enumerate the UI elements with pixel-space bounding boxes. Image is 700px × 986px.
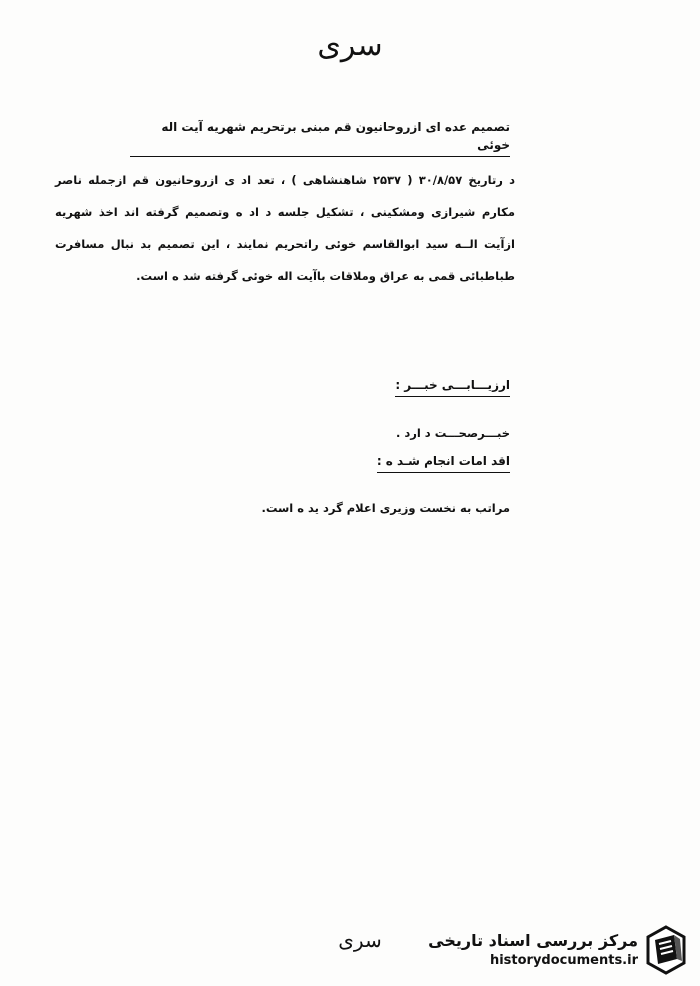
document-body: د رتاریخ ۳۰/۸/۵۷ ( ۲۵۳۷ شاهنشاهی ) ، تعد اد ی ازروحانیون قم ازجمله ناصر مکارم شیرازی ومشکینی ، تشکیل جلسه د اد ه وتصمیم گرفته اند اخذ شهریه ازآیت الــه سید ابوالقاسم خوئی راتحریم نمایند ، این تصمیم بد نبال مسافرت طباطبائی قمی به عراق وملاقات باآیت اله خوئی گرفته شد ه است. [55, 173, 515, 283]
actions-label: اقد امات انجام شـد ه : [377, 452, 510, 473]
watermark-text-block [428, 930, 638, 970]
document-title: تصمیم عده ای ازروحانیون قم مبنی برتحریم شهریه آیت اله خوئی [130, 118, 510, 157]
actions-text: مراتب به نخست وزیری اعلام گرد ید ه است. [261, 501, 510, 515]
evaluation-label: ارزیـــابـــی خبـــر : [395, 376, 510, 397]
watermark [428, 925, 688, 975]
evaluation-text: خبـــرصحـــت د ارد . [395, 426, 510, 440]
classification-footer: سری [338, 928, 382, 952]
watermark-url: historydocuments.ir [489, 953, 638, 968]
classification-header: سری [317, 28, 383, 63]
archive-logo-icon [644, 925, 688, 975]
watermark-name: مرکز بررسی اسناد تاریخی [428, 931, 638, 950]
